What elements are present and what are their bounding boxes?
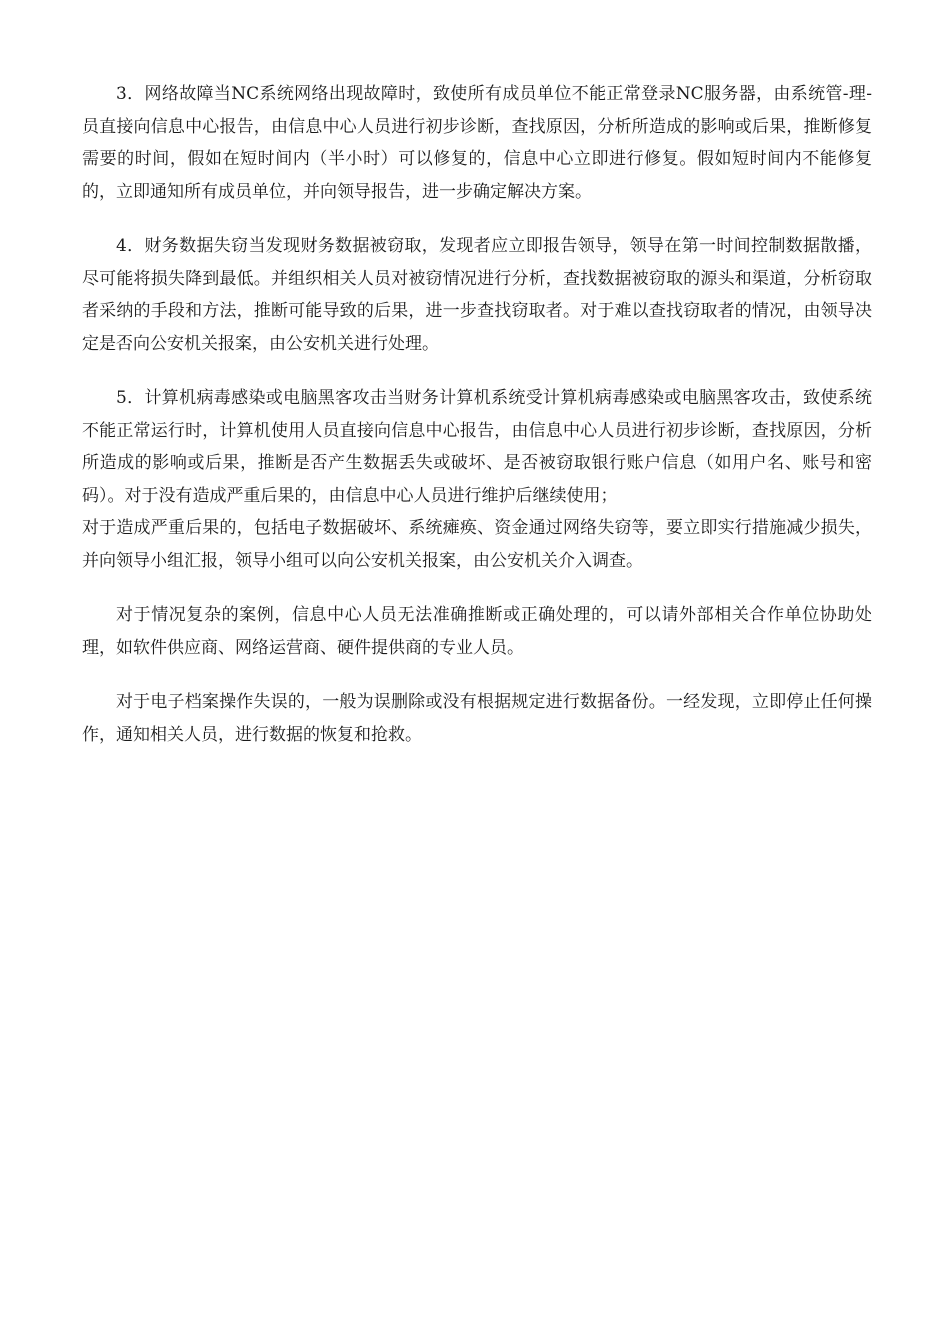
paragraph-archive-operation-error: 对于电子档案操作失误的，一般为误删除或没有根据规定进行数据备份。一经发现，立即停止任何操作，通知相关人员，进行数据的恢复和抢救。 [82,692,872,745]
paragraph-severe-consequences: 对于造成严重后果的，包括电子数据破坏、系统瘫痪、资金通过网络失窃等，要立即实行措施减少损失，并向领导小组汇报，领导小组可以向公安机关报案，由公安机关介入调查。 [82,518,872,571]
paragraph-virus-hacker-attack: 5．计算机病毒感染或电脑黑客攻击当财务计算机系统受计算机病毒感染或电脑黑客攻击，致使系统不能正常运行时，计算机使用人员直接向信息中心报告，由信息中心人员进行初步诊断，查找原因，分析所造成的影响或后果，推断是否产生数据丢失或破坏、是否被窃取银行账户信息（如用户名、账号和密码）。对于没有造成严重后果的，由信息中心人员进行维护后继续使用； [82,388,872,506]
document-body [82,78,872,773]
paragraph-complex-cases: 对于情况复杂的案例，信息中心人员无法准确推断或正确处理的，可以请外部相关合作单位协助处理，如软件供应商、网络运营商、硬件提供商的专业人员。 [82,605,872,658]
paragraph-financial-data-theft: 4．财务数据失窃当发现财务数据被窃取，发现者应立即报告领导，领导在第一时间控制数据散播，尽可能将损失降到最低。并组织相关人员对被窃情况进行分析，查找数据被窃取的源头和渠道，分析窃取者采纳的手段和方法，推断可能导致的后果，进一步查找窃取者。对于难以查找窃取者的情况，由领导决定是否向公安机关报案，由公安机关进行处理。 [82,236,872,354]
paragraph-network-failure: 3．网络故障当NC系统网络出现故障时，致使所有成员单位不能正常登录NC服务器，由系统管-理-员直接向信息中心报告，由信息中心人员进行初步诊断，查找原因，分析所造成的影响或后果，推断修复需要的时间，假如在短时间内（半小时）可以修复的，信息中心立即进行修复。假如短时间内不能修复的，立即通知所有成员单位，并向领导报告，进一步确定解决方案。 [82,84,872,202]
